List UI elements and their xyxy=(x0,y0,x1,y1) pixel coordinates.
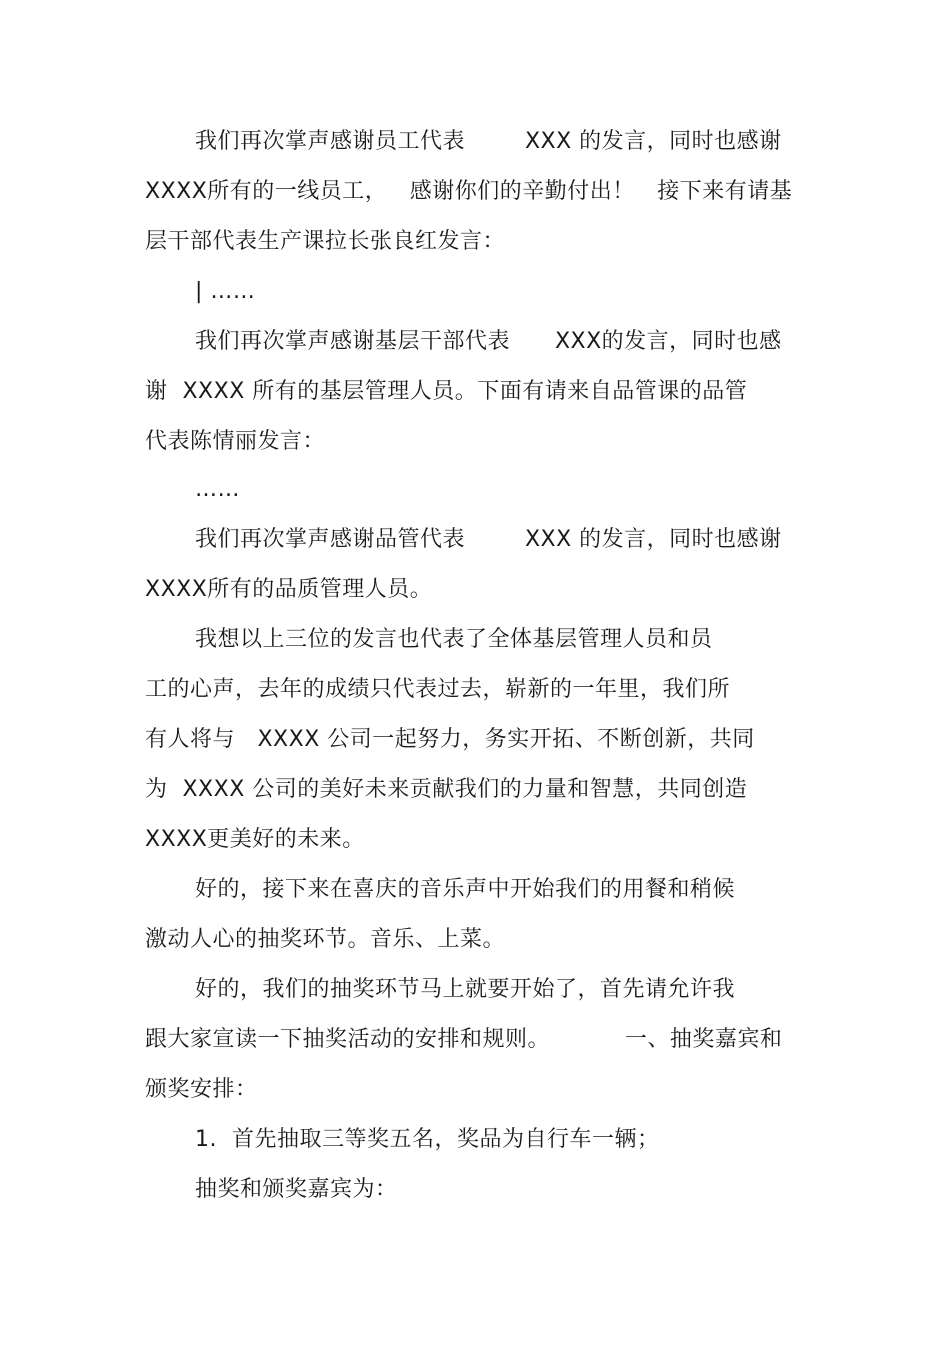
text-line: 我们再次掌声感谢员工代表 XXX 的发言，同时也感谢 xyxy=(195,129,782,154)
text-line: 代表陈情丽发言： xyxy=(145,429,326,454)
text-line: 工的心声，去年的成绩只代表过去，崭新的一年里，我们所 xyxy=(145,677,731,702)
text-line: 抽奖和颁奖嘉宾为： xyxy=(195,1177,398,1202)
text-line: 谢 XXXX 所有的基层管理人员。下面有请来自品管课的品管 xyxy=(145,379,748,404)
text-line: 我们再次掌声感谢品管代表 XXX 的发言，同时也感谢 xyxy=(195,527,782,552)
text-line: XXXX更美好的未来。 xyxy=(145,827,365,852)
text-line: XXXX所有的一线员工， 感谢你们的辛勤付出！ 接下来有请基 xyxy=(145,179,793,204)
text-line: 为 XXXX 公司的美好未来贡献我们的力量和智慧，共同创造 xyxy=(145,777,748,802)
text-line: …… xyxy=(195,477,240,502)
text-line: 好的，我们的抽奖环节马上就要开始了，首先请允许我 xyxy=(195,977,736,1002)
text-line: 我想以上三位的发言也代表了全体基层管理人员和员 xyxy=(195,627,713,652)
text-line: | …… xyxy=(195,279,256,304)
text-line: 跟大家宣读一下抽奖活动的安排和规则。 一、抽奖嘉宾和 xyxy=(145,1027,783,1052)
text-line: 激动人心的抽奖环节。音乐、上菜。 xyxy=(145,927,506,952)
text-line: 有人将与 XXXX 公司一起努力，务实开拓、不断创新，共同 xyxy=(145,727,755,752)
text-line: 1. 首先抽取三等奖五名，奖品为自行车一辆； xyxy=(195,1127,660,1152)
text-line: 层干部代表生产课拉长张良红发言： xyxy=(145,229,506,254)
text-line: 颁奖安排： xyxy=(145,1077,258,1102)
text-line: 好的，接下来在喜庆的音乐声中开始我们的用餐和稍候 xyxy=(195,877,736,902)
text-line: XXXX所有的品质管理人员。 xyxy=(145,577,433,602)
text-line: 我们再次掌声感谢基层干部代表 XXX的发言，同时也感 xyxy=(195,329,782,354)
